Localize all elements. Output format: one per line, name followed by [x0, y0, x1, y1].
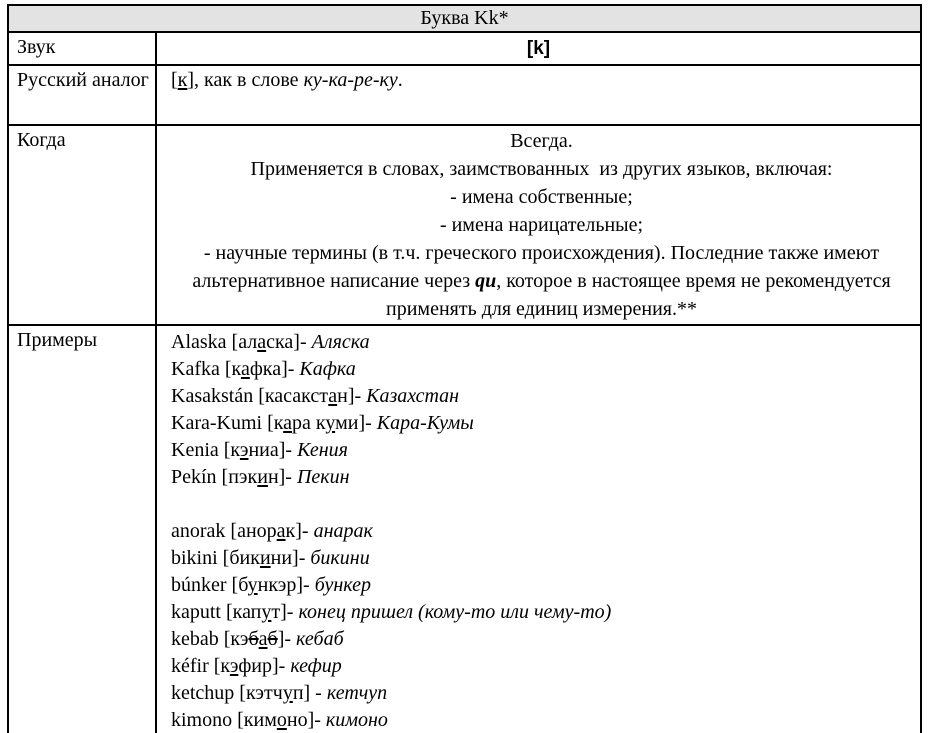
- text-segment: а: [240, 358, 250, 380]
- text-segment: ра к: [292, 412, 326, 434]
- text-segment: [: [171, 69, 178, 91]
- text-line: [171, 155, 912, 183]
- text-segment: Пекин: [296, 466, 350, 488]
- text-line: [171, 437, 912, 464]
- text-segment: н]-: [337, 385, 367, 407]
- text-segment: нкэр]-: [257, 574, 315, 596]
- text-line: [171, 518, 912, 545]
- text-line: [171, 183, 912, 211]
- text-line: [171, 653, 912, 680]
- text-line: [171, 211, 912, 239]
- text-segment: фир]-: [238, 655, 291, 677]
- text-segment: bikini [бик: [171, 547, 260, 569]
- text-segment: kimono [ким: [171, 709, 277, 731]
- row-sound: [8, 32, 921, 65]
- text-segment: кефир: [290, 655, 342, 677]
- text-segment: кетчуп: [326, 682, 388, 704]
- text-segment: о: [276, 709, 287, 731]
- text-segment: а: [258, 628, 268, 650]
- text-segment: ниа]-: [248, 439, 298, 461]
- text-segment: но]-: [286, 709, 326, 731]
- text-segment: Кения: [297, 439, 348, 461]
- text-segment: анарак: [313, 520, 373, 542]
- text-segment: Kenia [к: [171, 439, 240, 461]
- row-examples-value: [156, 325, 921, 733]
- text-segment: и: [257, 466, 268, 488]
- text-line: [171, 572, 912, 599]
- text-segment: Pekín [пэк: [171, 466, 258, 488]
- text-line: [171, 239, 912, 323]
- text-segment: qu: [475, 270, 497, 292]
- row-examples: [8, 325, 921, 733]
- text-line: [171, 464, 912, 491]
- text-segment: а: [257, 331, 267, 353]
- row-sound-label: Звук: [8, 32, 156, 65]
- text-segment: у: [282, 682, 293, 704]
- row-examples-label: Примеры: [8, 325, 156, 733]
- text-segment: бикини: [310, 547, 370, 569]
- text-segment: Всегда.: [510, 130, 573, 152]
- text-segment: Казахстан: [366, 385, 460, 407]
- text-line: [171, 545, 912, 572]
- text-segment: Kafka [к: [171, 358, 241, 380]
- text-line: [171, 329, 912, 356]
- text-segment: ска]-: [266, 331, 312, 353]
- text-segment: Аляска: [311, 331, 370, 353]
- row-russian-analog: [8, 65, 921, 125]
- text-line: [171, 599, 912, 626]
- text-segment: п] -: [292, 682, 327, 704]
- text-line: [171, 127, 912, 155]
- table-title: Буква Kk*: [8, 5, 921, 32]
- text-segment: , которое в настоящее время не рекомендуется применять для единиц измерения.**: [386, 270, 896, 320]
- text-segment: Kara-Kumi [к: [171, 412, 284, 434]
- text-segment: ], как в слове: [187, 69, 304, 91]
- text-segment: kebab [кэ: [171, 628, 249, 650]
- text-segment: бункер: [314, 574, 372, 596]
- row-sound-value: [k]: [156, 32, 921, 65]
- text-segment: kéfir [к: [171, 655, 230, 677]
- text-segment: кимоно: [325, 709, 388, 731]
- text-segment: э: [239, 439, 249, 461]
- text-segment: - научные термины (в т.ч. греческого происхождения). Последние также имеют альтернативное написание через: [192, 242, 885, 292]
- text-segment: Kasakstán [касакст: [171, 385, 329, 407]
- text-segment: Применяется в словах, заимствованных из других языков, включая:: [250, 158, 833, 180]
- text-segment: anorak [анор: [171, 520, 277, 542]
- row-russian-analog-label: Русский аналог: [8, 65, 156, 125]
- text-segment: у: [261, 601, 272, 623]
- text-segment: н]-: [267, 466, 297, 488]
- text-segment: т]-: [271, 601, 299, 623]
- text-segment: б: [267, 628, 278, 650]
- text-segment: ку-ка-ре-ку: [303, 69, 398, 91]
- text-segment: у: [247, 574, 258, 596]
- text-line: [171, 356, 912, 383]
- text-segment: - имена нарицательные;: [439, 214, 644, 236]
- text-segment: ни]-: [270, 547, 311, 569]
- row-when-value: [156, 125, 921, 325]
- text-segment: - имена собственные;: [450, 186, 633, 208]
- text-segment: у: [325, 412, 336, 434]
- text-segment: ]-: [277, 628, 297, 650]
- text-line: [171, 707, 912, 733]
- text-segment: .: [397, 69, 403, 91]
- text-segment: ми]-: [335, 412, 377, 434]
- text-segment: кебаб: [296, 628, 344, 650]
- text-line: [171, 383, 912, 410]
- text-segment: фка]-: [249, 358, 300, 380]
- text-segment: б: [248, 628, 259, 650]
- row-russian-analog-value: [156, 65, 921, 125]
- text-segment: конец пришел (кому-то или чему-то): [298, 601, 612, 623]
- letter-kk-table: [7, 4, 922, 733]
- text-segment: Кафка: [299, 358, 356, 380]
- text-line: [171, 680, 912, 707]
- text-segment: э: [229, 655, 239, 677]
- row-when: [8, 125, 921, 325]
- text-segment: к]-: [285, 520, 314, 542]
- text-line: [171, 491, 912, 518]
- row-when-label: Когда: [8, 125, 156, 325]
- table-header-row: [8, 5, 921, 32]
- text-line: [171, 410, 912, 437]
- text-segment: ketchup [кэтч: [171, 682, 283, 704]
- text-segment: Кара-Кумы: [376, 412, 474, 434]
- text-segment: а: [276, 520, 286, 542]
- text-segment: а: [283, 412, 293, 434]
- text-segment: и: [259, 547, 271, 569]
- text-segment: búnker [б: [171, 574, 248, 596]
- text-segment: к: [177, 69, 188, 91]
- text-segment: Alaska [ал: [171, 331, 258, 353]
- text-line: [171, 626, 912, 653]
- text-segment: а: [328, 385, 338, 407]
- text-segment: kaputt [кап: [171, 601, 262, 623]
